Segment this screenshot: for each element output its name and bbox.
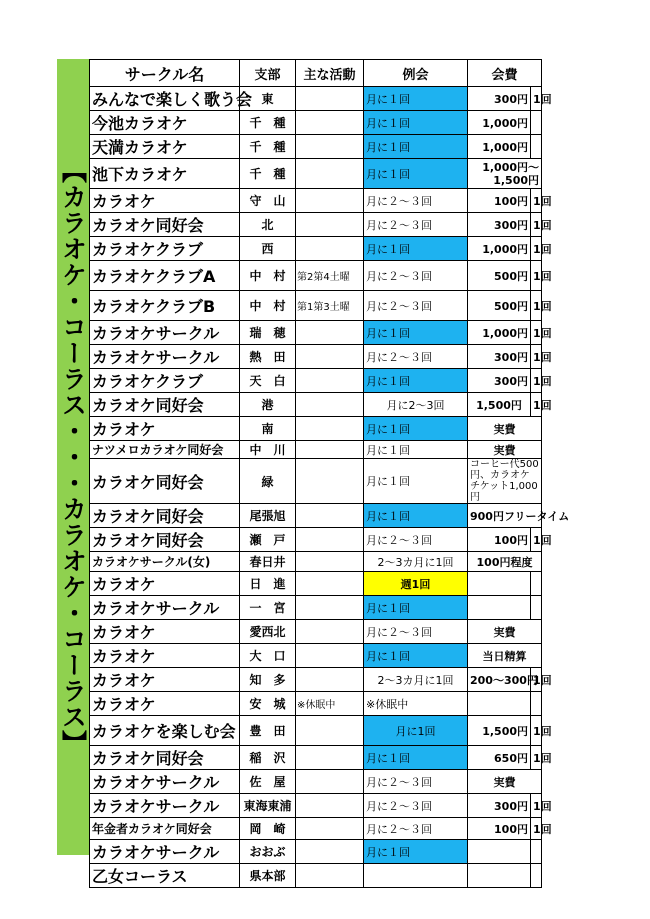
table-row [90, 864, 542, 888]
frequency-cell: 1回 [531, 345, 542, 369]
meeting-cell: 月に１回 [364, 111, 468, 135]
meeting-cell: 月に２～３回 [364, 794, 468, 818]
activity-cell [296, 417, 364, 441]
branch-cell: 瀬 戸 [240, 528, 296, 552]
activity-cell [296, 864, 364, 888]
fee-cell: 1,000円 [468, 237, 531, 261]
meeting-cell: 月に１回 [364, 321, 468, 345]
branch-cell: 守 山 [240, 189, 296, 213]
meeting-cell: 月に2～3回 [364, 393, 468, 417]
circle-name: カラオケ [90, 620, 240, 644]
fee-cell: 100円程度 [468, 552, 542, 572]
activity-cell [296, 668, 364, 692]
circle-name: カラオケサークル [90, 596, 240, 620]
frequency-cell [531, 840, 542, 864]
frequency-cell: 1回 [531, 794, 542, 818]
meeting-cell: 2～3カ月に1回 [364, 552, 468, 572]
table-row [90, 746, 542, 770]
branch-cell: 千 種 [240, 111, 296, 135]
branch-cell: 南 [240, 417, 296, 441]
activity-cell [296, 321, 364, 345]
fee-cell: 実費 [468, 620, 542, 644]
meeting-cell: 月に２～３回 [364, 528, 468, 552]
circle-name: 池下カラオケ [90, 159, 240, 189]
frequency-cell [531, 135, 542, 159]
frequency-cell: 1回 [531, 746, 542, 770]
circle-table [89, 59, 570, 888]
table-row [90, 840, 542, 864]
circle-name: カラオケ同好会 [90, 393, 240, 417]
activity-cell [296, 746, 364, 770]
table-row [90, 572, 542, 596]
fee-cell: 当日精算 [468, 644, 542, 668]
circle-name: カラオケ [90, 692, 240, 716]
fee-cell: 650円 [468, 746, 531, 770]
meeting-cell: 月に１回 [364, 459, 468, 504]
activity-cell: 第1第3土曜 [296, 291, 364, 321]
circle-name: カラオケ同好会 [90, 746, 240, 770]
circle-name: 年金者カラオケ同好会 [90, 818, 240, 840]
meeting-cell: 月に２～３回 [364, 261, 468, 291]
branch-cell: 中 川 [240, 441, 296, 459]
circle-name: カラオケ同好会 [90, 213, 240, 237]
branch-cell: 愛西北 [240, 620, 296, 644]
fee-cell: 100円 [468, 818, 531, 840]
fee-cell: 実費 [468, 441, 542, 459]
fee-cell: 1,000円 [468, 321, 531, 345]
table-row [90, 794, 542, 818]
branch-cell: 日 進 [240, 572, 296, 596]
fee-cell [468, 596, 531, 620]
fee-cell: 実費 [468, 770, 542, 794]
activity-cell [296, 441, 364, 459]
meeting-cell: 月に２～３回 [364, 213, 468, 237]
fee-cell: 1,000円 [468, 135, 531, 159]
activity-cell [296, 552, 364, 572]
frequency-cell [531, 596, 542, 620]
activity-cell [296, 620, 364, 644]
fee-cell: 500円 [468, 291, 531, 321]
circle-name: カラオケ同好会 [90, 528, 240, 552]
meeting-cell: 月に１回 [364, 159, 468, 189]
frequency-cell: 1回 [531, 528, 542, 552]
frequency-cell [531, 111, 542, 135]
frequency-cell: 1回 [531, 87, 542, 111]
circle-name: カラオケサークル(女) [90, 552, 240, 572]
meeting-cell: 月に２～３回 [364, 189, 468, 213]
circle-name: カラオケサークル [90, 794, 240, 818]
table-row [90, 393, 542, 417]
meeting-cell: 月に１回 [364, 504, 468, 528]
branch-cell: 天 白 [240, 369, 296, 393]
branch-cell: 北 [240, 213, 296, 237]
header-meeting: 例会 [364, 60, 468, 87]
circle-name: 今池カラオケ [90, 111, 240, 135]
table-row [90, 291, 542, 321]
meeting-cell: 月に１回 [364, 644, 468, 668]
branch-cell: おおぶ [240, 840, 296, 864]
frequency-cell: 1回 [531, 321, 542, 345]
circle-name: カラオケ [90, 668, 240, 692]
circle-name: 乙女コーラス [90, 864, 240, 888]
branch-cell: 県本部 [240, 864, 296, 888]
branch-cell: 大 口 [240, 644, 296, 668]
meeting-cell: 2～3カ月に1回 [364, 668, 468, 692]
circle-name: カラオケ同好会 [90, 504, 240, 528]
activity-cell [296, 716, 364, 746]
category-title: 【カラオケ・コーラス・・・カラオケ・コーラス】 [58, 158, 88, 756]
activity-cell [296, 794, 364, 818]
table-row [90, 716, 542, 746]
frequency-cell: 1回 [531, 668, 542, 692]
table-row [90, 237, 542, 261]
frequency-cell: 1回 [531, 189, 542, 213]
circle-name: カラオケサークル [90, 840, 240, 864]
fee-cell: コーヒー代500円、カラオケチケット1,000円 [468, 459, 542, 504]
activity-cell [296, 345, 364, 369]
frequency-cell: 1回 [531, 716, 542, 746]
fee-cell: 100円 [468, 528, 531, 552]
activity-cell [296, 135, 364, 159]
activity-cell: 第2第4土曜 [296, 261, 364, 291]
activity-cell [296, 111, 364, 135]
fee-cell: 100円 [468, 189, 531, 213]
frequency-cell: 1回 [531, 393, 542, 417]
table-row [90, 345, 542, 369]
meeting-cell: 月に1回 [364, 716, 468, 746]
branch-cell: 安 城 [240, 692, 296, 716]
activity-cell [296, 213, 364, 237]
meeting-cell: 月に１回 [364, 746, 468, 770]
circle-name: カラオケ [90, 417, 240, 441]
circle-name: カラオケ [90, 189, 240, 213]
activity-cell [296, 459, 364, 504]
table-row [90, 189, 542, 213]
table-row [90, 135, 542, 159]
meeting-cell: 月に１回 [364, 237, 468, 261]
table-row [90, 459, 542, 504]
frequency-cell: 1回 [531, 291, 542, 321]
branch-cell: 千 種 [240, 135, 296, 159]
circle-name: 天満カラオケ [90, 135, 240, 159]
circle-name: カラオケサークル [90, 321, 240, 345]
meeting-cell: ※休眠中 [364, 692, 468, 716]
activity-cell [296, 237, 364, 261]
table-row [90, 369, 542, 393]
branch-cell: 佐 屋 [240, 770, 296, 794]
frequency-cell: 1回 [531, 261, 542, 291]
frequency-cell: 1回 [531, 369, 542, 393]
branch-cell: 千 種 [240, 159, 296, 189]
branch-cell: 東 [240, 87, 296, 111]
table-row [90, 668, 542, 692]
fee-cell [468, 692, 531, 716]
circle-name: カラオケサークル [90, 770, 240, 794]
table-row [90, 528, 542, 552]
table-row [90, 596, 542, 620]
fee-cell: 300円 [468, 369, 531, 393]
table-row [90, 87, 542, 111]
table-row [90, 213, 542, 237]
activity-cell [296, 87, 364, 111]
table-row [90, 261, 542, 291]
branch-cell: 知 多 [240, 668, 296, 692]
activity-cell [296, 504, 364, 528]
frequency-cell [531, 692, 542, 716]
meeting-cell: 月に２～３回 [364, 345, 468, 369]
circle-name: カラオケ [90, 644, 240, 668]
table-row [90, 620, 542, 644]
meeting-cell [364, 864, 468, 888]
meeting-cell: 月に２～３回 [364, 770, 468, 794]
category-sidebar [57, 59, 89, 855]
fee-cell: 300円 [468, 87, 531, 111]
frequency-cell [531, 864, 542, 888]
circle-name: カラオケ同好会 [90, 459, 240, 504]
branch-cell: 熱 田 [240, 345, 296, 369]
table-row [90, 504, 542, 528]
fee-cell: 300円 [468, 213, 531, 237]
activity-cell [296, 840, 364, 864]
frequency-cell: 1回 [531, 237, 542, 261]
fee-cell: 1,500円 [468, 393, 531, 417]
frequency-cell: 1回 [531, 213, 542, 237]
activity-cell [296, 644, 364, 668]
table-row [90, 441, 542, 459]
meeting-cell: 月に１回 [364, 369, 468, 393]
circle-name: カラオケクラブ [90, 369, 240, 393]
circle-name: ナツメロカラオケ同好会 [90, 441, 240, 459]
fee-cell [468, 572, 531, 596]
fee-cell: 300円 [468, 794, 531, 818]
branch-cell: 西 [240, 237, 296, 261]
header-fee: 会費 [468, 60, 542, 87]
fee-cell: 200～300円 [468, 668, 531, 692]
fee-cell [468, 864, 531, 888]
branch-cell: 中 村 [240, 291, 296, 321]
table-row [90, 644, 542, 668]
meeting-cell: 月に１回 [364, 840, 468, 864]
header-branch: 支部 [240, 60, 296, 87]
header-name: サークル名 [90, 60, 240, 87]
branch-cell: 東海東浦 [240, 794, 296, 818]
activity-cell [296, 369, 364, 393]
meeting-cell: 月に１回 [364, 441, 468, 459]
activity-cell [296, 818, 364, 840]
fee-cell: 500円 [468, 261, 531, 291]
table-row [90, 321, 542, 345]
circle-name: みんなで楽しく歌う会 [90, 87, 240, 111]
branch-cell: 瑞 穂 [240, 321, 296, 345]
table-row [90, 692, 542, 716]
activity-cell [296, 393, 364, 417]
activity-cell [296, 159, 364, 189]
branch-cell: 豊 田 [240, 716, 296, 746]
header-row [90, 60, 542, 87]
fee-cell: 1,000円～1,500円 [468, 159, 542, 189]
table-row [90, 770, 542, 794]
activity-cell [296, 770, 364, 794]
meeting-cell: 月に１回 [364, 87, 468, 111]
branch-cell: 春日井 [240, 552, 296, 572]
fee-cell: 1,500円 [468, 716, 531, 746]
fee-cell: 1,000円 [468, 111, 531, 135]
branch-cell: 一 宮 [240, 596, 296, 620]
circle-name: カラオケクラブB [90, 291, 240, 321]
branch-cell: 緑 [240, 459, 296, 504]
fee-cell: 900円フリータイム [468, 504, 542, 528]
branch-cell: 尾張旭 [240, 504, 296, 528]
table-row [90, 159, 542, 189]
activity-cell [296, 572, 364, 596]
table-row [90, 111, 542, 135]
meeting-cell: 月に２～３回 [364, 291, 468, 321]
table-row [90, 417, 542, 441]
meeting-cell: 月に２～３回 [364, 818, 468, 840]
meeting-cell: 月に１回 [364, 417, 468, 441]
meeting-cell: 月に１回 [364, 596, 468, 620]
meeting-cell: 週1回 [364, 572, 468, 596]
branch-cell: 稲 沢 [240, 746, 296, 770]
branch-cell: 港 [240, 393, 296, 417]
circle-name: カラオケを楽しむ会 [90, 716, 240, 746]
table-row [90, 552, 542, 572]
frequency-cell: 1回 [531, 818, 542, 840]
circle-name: カラオケクラブA [90, 261, 240, 291]
fee-cell: 300円 [468, 345, 531, 369]
circle-name: カラオケサークル [90, 345, 240, 369]
circle-name: カラオケ [90, 572, 240, 596]
fee-cell [468, 840, 531, 864]
header-activity: 主な活動 [296, 60, 364, 87]
branch-cell: 中 村 [240, 261, 296, 291]
activity-cell [296, 528, 364, 552]
table-row [90, 818, 542, 840]
meeting-cell: 月に２～３回 [364, 620, 468, 644]
activity-cell [296, 596, 364, 620]
meeting-cell: 月に１回 [364, 135, 468, 159]
activity-cell: ※休眠中 [296, 692, 364, 716]
fee-cell: 実費 [468, 417, 542, 441]
branch-cell: 岡 崎 [240, 818, 296, 840]
frequency-cell [531, 572, 542, 596]
activity-cell [296, 189, 364, 213]
circle-name: カラオケクラブ [90, 237, 240, 261]
